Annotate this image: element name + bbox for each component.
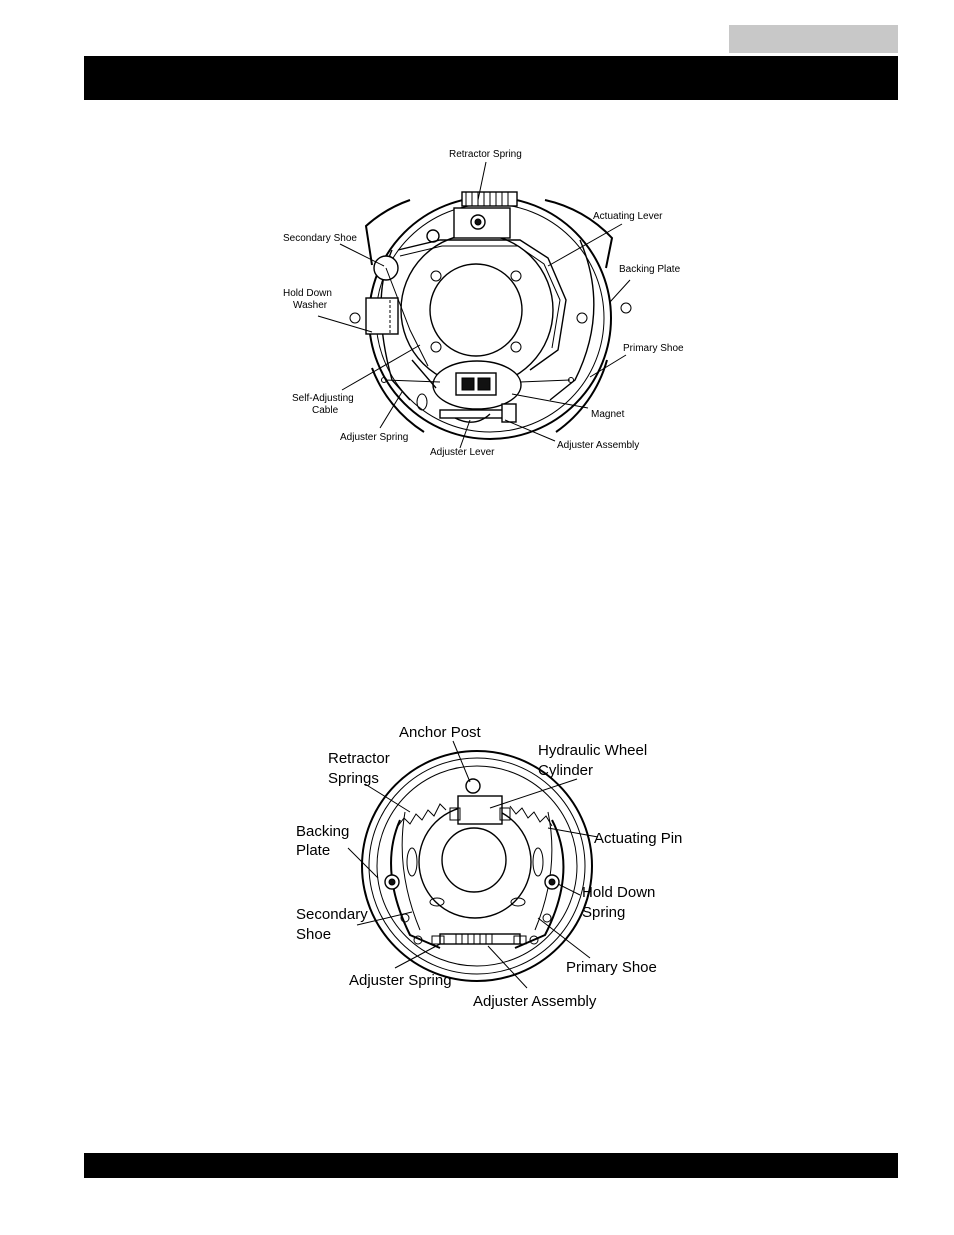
label-hold-down-spring-line2: Spring xyxy=(582,904,626,921)
label-secondary-shoe-line2: Shoe xyxy=(296,926,332,943)
label-backing-plate: Backing Plate xyxy=(619,264,681,275)
label-retractor-springs-line2: Springs xyxy=(328,770,379,787)
label-adjuster-spring: Adjuster Spring xyxy=(340,432,409,443)
label-primary-shoe: Primary Shoe xyxy=(566,959,657,976)
label-hydraulic-wheel-cylinder-line2: Cylinder xyxy=(538,762,594,779)
hold-down-washer-part xyxy=(366,298,398,334)
electric-brake-diagram xyxy=(283,149,684,458)
label-self-adjusting-cable-line2: Cable xyxy=(312,405,339,416)
label-adjuster-assembly: Adjuster Assembly xyxy=(557,440,640,451)
label-hydraulic-wheel-cylinder-line1: Hydraulic Wheel xyxy=(538,742,648,759)
label-hold-down-spring-line1: Hold Down xyxy=(582,884,656,901)
label-secondary-shoe: Secondary Shoe xyxy=(283,233,357,244)
hydraulic-brake-diagram xyxy=(296,724,682,1010)
label-retractor-spring: Retractor Spring xyxy=(449,149,522,160)
label-primary-shoe: Primary Shoe xyxy=(623,343,684,354)
label-adjuster-assembly: Adjuster Assembly xyxy=(473,993,597,1010)
label-retractor-springs-line1: Retractor xyxy=(328,750,390,767)
magnet-part xyxy=(433,361,521,409)
label-backing-plate-line2: Plate xyxy=(296,842,331,859)
label-secondary-shoe-line1: Secondary xyxy=(296,906,368,923)
label-adjuster-lever: Adjuster Lever xyxy=(430,447,495,458)
label-hold-down-washer-line1: Hold Down xyxy=(283,288,332,299)
adjuster-assembly-part-2 xyxy=(432,934,526,944)
label-adjuster-spring: Adjuster Spring xyxy=(349,972,452,989)
label-hold-down-washer-line2: Washer xyxy=(293,300,328,311)
label-self-adjusting-cable-line1: Self-Adjusting xyxy=(292,393,354,404)
label-magnet: Magnet xyxy=(591,409,625,420)
label-actuating-pin: Actuating Pin xyxy=(594,830,683,847)
label-anchor-post: Anchor Post xyxy=(399,724,481,741)
label-backing-plate-line1: Backing xyxy=(296,823,350,840)
label-actuating-lever: Actuating Lever xyxy=(593,211,663,222)
wheel-cylinder-part xyxy=(450,779,510,824)
retractor-spring-part xyxy=(454,192,517,238)
